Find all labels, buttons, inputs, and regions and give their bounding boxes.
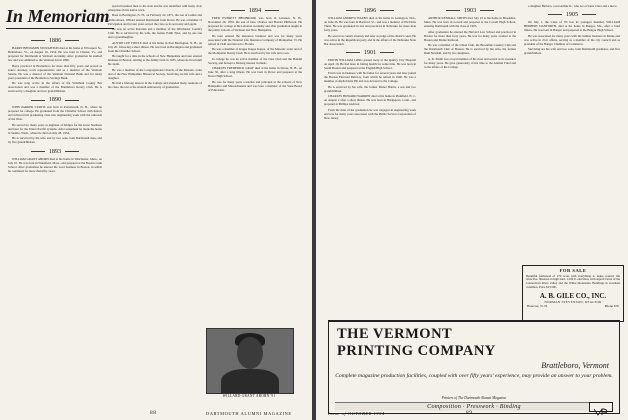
obituary-paragraph: Harry practiced in Brattleboro for more than fifty years and served as state's attorney, town representative and as a member of the Vermont Senate. He was a director of the Vermont National Bank and for many years president of the Brattleboro Savings Bank. [8, 63, 102, 80]
masthead [6, 5, 114, 33]
ad-title-line-1: THE VERMONT [337, 326, 453, 342]
obituary-paragraph: WILLIAM GRANT ABORN died at his home in Winchester, Mass., on July 10. He was born in Wakefield, Mass., and prepared at the Boston Latin School. After graduation he entered the wool business in Boston, in which he continued for more than fifty years. [8, 156, 102, 173]
for-sale-body: Beautiful farmstead of 279 acres with everything to make country life attractive. Situated on high land, 1,500 ft. elevation, with superb views of the Connecticut River valley and the White Mountains. Buildings in excellent condition. Price $23,500. [526, 273, 621, 290]
masthead-rule [6, 28, 114, 29]
portrait-body [221, 369, 279, 394]
left-column-3: 1894 FRED EVERETT PHILBROOK was born in Lebanon, N. H., November 29, 1870, the son of Dea. Charles and Harriet Philbrook. He prepared for college at the Lebanon Academy and after graduation taught in the public schools of Vermont and New Hampshire. He later entered the insurance business and was for many years associated with the National Life Insurance Company of Montpelier, Vt. He retired in 1940 and moved to Florida. He was a member of Kappa Kappa Kappa, of the Masonic order and of the Montpelier Rotary Club. He is survived by his wife and a son. In college he was an active member of the Glee Club and the Handel Society, and he kept a lifelong interest in music. CHARLES FREDERICK GRAY died at his home in Dover, N. H., on June 30, after a long illness. He was born in Dover and prepared at the Dover High School. He was for many years a teacher and principal in the schools of New Hampshire and Massachusetts and was later a member of the State Board of Education. [208, 7, 302, 92]
obituary-paragraph: On July 1, the Class of '05 lost its youngest member, WILLIAM HERBERT DANFORTH, died at his home in Bangor, Me., after a brief illness. He was born in Bangor and prepared at the Bangor High School. [524, 20, 620, 33]
left-page-number: 88 [150, 410, 157, 416]
ad-services-band [335, 402, 613, 411]
section-year: 1905 [524, 11, 620, 18]
section-year: 1896 [324, 7, 416, 14]
section-year: 1886 [8, 37, 102, 44]
obituary-paragraph: He is survived by his wife, the former Mabel Hobbs, a son and two grandchildren. [324, 84, 416, 93]
right-column-1 [324, 4, 416, 121]
for-sale-town: Hanover, N. H. [527, 303, 548, 308]
obituary-paragraph: JOHN PARKER CURTIS was born in Portsmouth, N. H., where he prepared for college. He graduated from the Chandler School with honors and followed his graduating class into engineering work with the railroads of the West. [8, 105, 102, 122]
left-page [0, 0, 312, 420]
ad-printers-line: Printers of The Dartmouth Alumni Magazine [441, 396, 507, 400]
ad-services: Composition · Presswork · Binding [427, 404, 521, 410]
section-year: 1903 [424, 7, 516, 14]
for-sale-company: A. B. GILE CO., INC. [539, 291, 607, 300]
right-column-3 [524, 4, 620, 262]
obituary-paragraph: ARTHUR KENDALL SMITH died July 23 at his home in Brookline, Mass. He was born in Lowell and prepared at the Lowell High School, entering Dartmouth with the class of 1903. [424, 16, 516, 29]
obituary-paragraph: He was a member of the Congregational Church, of the Masonic order and of the New Hampshire Historical Society. Surviving are his wife and a daughter. [108, 67, 202, 80]
for-sale-heading: FOR SALE [559, 268, 587, 273]
obituary-paragraph: He was long active in the affairs of the Windham County Bar Association and was a member of the Brattleboro Rotary Club. He is survived by a daughter and two grandchildren. [8, 81, 102, 94]
section-year: 1893 [8, 148, 102, 155]
masthead-title: In Memoriam [6, 6, 110, 26]
obituary-paragraph: a daughter Barbara, a son Arthur K., who are at Santa Clara and a niece. [528, 4, 618, 8]
for-sale-address: NORMAN STEVENSON, REALTOR [544, 299, 602, 304]
printer-logo-mark-icon [590, 408, 612, 416]
section-year: 1901 [324, 49, 416, 56]
obituary-paragraph: HARRY BENJAMIN STOUGHTON died at his home at 8 Prospect St., Brattleboro, Vt., on August 16, 1954. He was born in Chester, Vt., and prepared for Dartmouth at Vermont Academy. After graduation he studied law and was admitted to the Vermont bar in 1890. [8, 46, 102, 63]
right-column-2 [424, 4, 516, 70]
section-year: 1894 [208, 7, 302, 14]
left-footer-magazine: DARTMOUTH ALUMNI MAGAZINE [206, 411, 292, 416]
obituary-paragraph: A. K. Smith was a loyal member of his class and served as its treasurer for many years. He gave generously of his time to the Alumni Fund and to the affairs of the College. [424, 56, 516, 69]
printer-logo-icon [589, 402, 613, 412]
obituary-paragraph: He was associated for many years with the lumber business in Maine and was active in civic affairs, serving as a member of the city council and as president of the Bangor Chamber of Commerce. [524, 33, 620, 46]
ad-tagline: Complete magazine production facilities, coupled with over fifty years' experience, may provide an answer to your problem. [335, 373, 613, 379]
for-sale-phone: Phone 670 [604, 303, 619, 308]
obituary-paragraph: ERWIN WILLIAM LONG passed away at the Quincy City Hospital on April 10. He had been in failing health for some time. He was born in South Boston and prepared at the English High School. [324, 57, 416, 70]
left-column-2 [108, 4, 202, 91]
vermont-printing-ad [328, 320, 620, 414]
right-page [316, 0, 628, 420]
obituary-paragraph: He was an active Rotarian and a member of the Winchester Country Club. He is survived by his wife, the former Edith Tyler, and by one son and a granddaughter. [108, 27, 202, 40]
section-year: 1890 [8, 96, 102, 103]
portrait-face [237, 337, 263, 369]
obituary-paragraph: He had a lifelong interest in the College and attended many reunions of his class, the last at the sixtieth anniversary of graduation. [108, 81, 202, 90]
obituary-paragraph: He served for many years as engineer of bridges for the Great Northern and later for the Union Pacific systems. After retirement he made his home in Seattle, Wash., where he died on July 28, 1954. [8, 122, 102, 135]
right-page-number: 89 [466, 410, 473, 416]
obituary-paragraph: Surviving are his wife and two sons, both Dartmouth graduates, and five grandchildren. [524, 47, 620, 56]
obituary-paragraph: special business men to the state and he was identified with many civic enterprises in his native town. [108, 4, 202, 13]
obituary-paragraph: AUSTIN LEE FOWLE died at his home in East Barrington, N. H., on July 20, following a short illness. He was born in Barrington and graduated from the Chandler School. [108, 40, 202, 53]
ad-city: Brattleboro, Vermont [541, 361, 609, 370]
for-sale-location [523, 304, 623, 308]
obituary-paragraph: Born in Barrington, N. H., on February 22, 1871, the son of Luther and Abbie Aborn, Willard entered Dartmouth from Dover. He was a member of Psi Upsilon and in later years served the class as its secretary and agent. [108, 13, 202, 26]
obituary-paragraph: He was a member of the Union Club, the Brookline Country Club and the Dartmouth Club of Boston. He is survived by his wife, the former Ruth Newhall, and by two daughters. [424, 43, 516, 56]
portrait-photo [206, 328, 294, 394]
left-column-1 [8, 34, 102, 174]
obituary-paragraph: CHARLES HOWARD WARREN died at his home in Plainfield, N. J., on August 2 after a short illness. He was born in Bridgeport, Conn., and prepared at Phillips Andover. [324, 94, 416, 107]
for-sale-ad [522, 265, 624, 322]
photo-caption: WILLARD GRANT ABORN '91 [222, 394, 276, 398]
right-footer-issue: Issue of OCTOBER 1954 [328, 411, 385, 416]
ad-top-rule [329, 321, 619, 322]
obituary-paragraph: From the time of his graduation he was engaged in engineering work and was for many years associated with the Public Service Corporation of New Jersey. [324, 107, 416, 120]
obituary-paragraph: He taught for a time in the schools of New Hampshire and later entered business in Boston, retiring to the family farm in 1935, where he lived until his death. [108, 54, 202, 67]
obituary-paragraph: WILLIAM ANDREW HAZEN died at his home in Lexington, Neb., on June 26. He was born in Hartford, Vt., and was a member of Phi Delta Theta. He was graduated in law and practiced in Nebraska for more than forty years. [324, 16, 416, 33]
obituary-paragraph: He served as county attorney and later as judge of the district court. He was active in the Republican party and in the affairs of the Nebraska State Bar Association. [324, 33, 416, 46]
ad-title-line-2: PRINTING COMPANY [337, 343, 496, 359]
obituary-paragraph: He is survived by his wife and by two sons, both Dartmouth men, and by five grandchildren. [8, 136, 102, 145]
obituary-paragraph: Erwin was in business with his father for several years and later joined the Boston Elevated Railway, from which he retired in 1946. He was a member of Alpha Delta Phi and was devoted to the College. [324, 71, 416, 84]
obituary-paragraph: After graduation he entered the Harvard Law School and practiced in Boston for more than forty years. He was for many years counsel to the Boston and Maine Railroad. [424, 29, 516, 42]
